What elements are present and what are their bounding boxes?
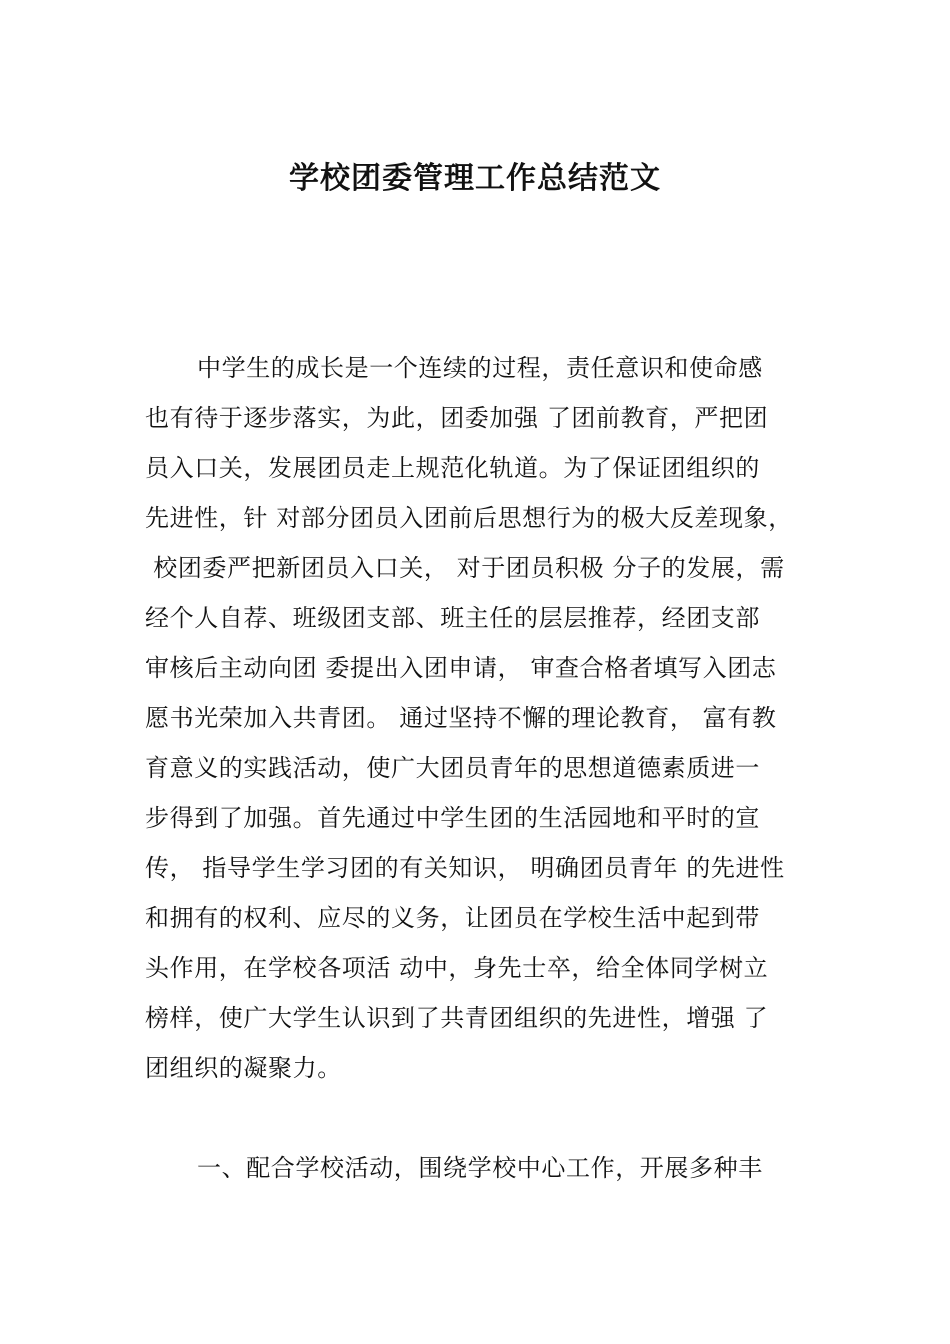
- paragraph-line: 传， 指导学生学习团的有关知识， 明确团员青年 的先进性: [145, 854, 785, 882]
- paragraph-line: 愿书光荣加入共青团。 通过坚持不懈的理论教育， 富有教: [145, 704, 777, 732]
- paragraph-line: 一、配合学校活动，围绕学校中心工作，开展多种丰: [197, 1154, 763, 1182]
- paragraph-line: 员入口关，发展团员走上规范化轨道。为了保证团组织的: [145, 454, 760, 482]
- paragraph-line: 步得到了加强。首先通过中学生团的生活园地和平时的宣: [145, 804, 760, 832]
- document-title: 学校团委管理工作总结范文: [289, 161, 661, 196]
- paragraph-line: 团组织的凝聚力。: [145, 1054, 342, 1082]
- paragraph-line: 审核后主动向团 委提出入团申请， 审查合格者填写入团志: [145, 654, 777, 682]
- paragraph-line: 也有待于逐步落实，为此，团委加强 了团前教育，严把团: [145, 404, 769, 432]
- paragraph-line: 中学生的成长是一个连续的过程，责任意识和使命感: [197, 354, 763, 382]
- paragraph-line: 育意义的实践活动，使广大团员青年的思想道德素质进一: [145, 754, 760, 782]
- paragraph-line: 和拥有的权利、应尽的义务，让团员在学校生活中起到带: [145, 904, 760, 932]
- paragraph-line: 校团委严把新团员入口关， 对于团员积极 分子的发展，需: [145, 554, 785, 582]
- paragraph-line: 经个人自荐、班级团支部、班主任的层层推荐，经团支部: [145, 604, 760, 632]
- paragraph-line: 先进性，针 对部分团员入团前后思想行为的极大反差现象，: [145, 504, 793, 532]
- paragraph-line: 头作用，在学校各项活 动中，身先士卒，给全体同学树立: [145, 954, 769, 982]
- paragraph-line: 榜样，使广大学生认识到了共青团组织的先进性，增强 了: [145, 1004, 769, 1032]
